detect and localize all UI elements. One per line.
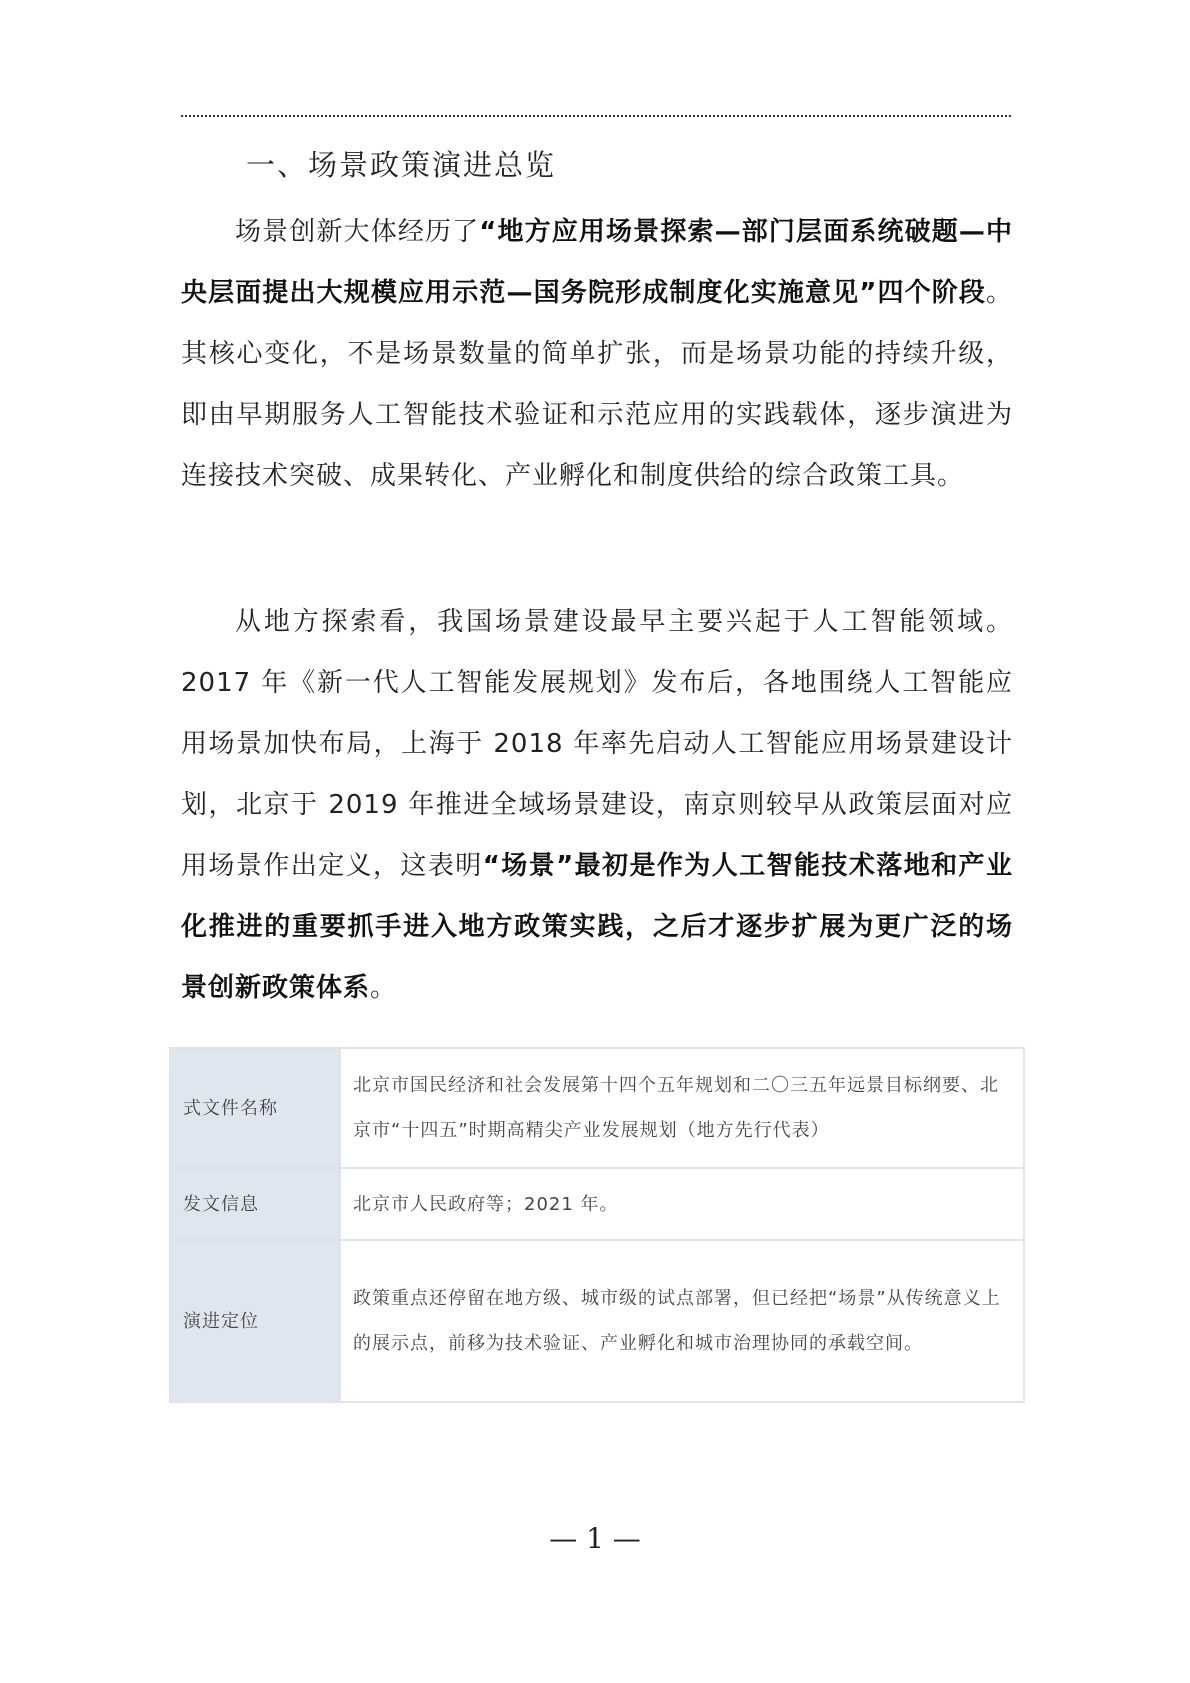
- table-row: [170, 1048, 1024, 1168]
- table-value-cell: 北京市国民经济和社会发展第十四个五年规划和二〇三五年远景目标纲要、北京市“十四五”时期高精尖产业发展规划（地方先行代表）: [340, 1048, 1024, 1168]
- paragraph-local-exploration: [181, 592, 1013, 1019]
- header-dotted-rule: [181, 115, 1011, 117]
- section-heading: 一、场景政策演进总览: [246, 148, 557, 182]
- table-label-cell: 演进定位: [170, 1240, 340, 1402]
- paragraph-stage-overview: [181, 202, 1013, 507]
- page-number: — 1 —: [549, 1522, 641, 1555]
- policy-info-table: [169, 1047, 1025, 1403]
- paragraph-text: 从地方探索看，我国场景建设最早主要兴起于人工智能领域。2017 年《新一代人工智能发展规划》发布后，各地围绕人工智能应用场景加快布局，上海于 2018 年率先启动人工智能应用场景建设计划，北京于 2019 年推进全域场景建设，南京则较早从政策层面对应用场景作出定义，这表明: [181, 607, 1013, 881]
- table-row: [170, 1168, 1024, 1240]
- table-value-cell: 政策重点还停留在地方级、城市级的试点部署，但已经把“场景”从传统意义上的展示点，前移为技术验证、产业孵化和城市治理协同的承载空间。: [340, 1240, 1024, 1402]
- paragraph-text: 。其核心变化，不是场景数量的简单扩张，而是场景功能的持续升级，即由早期服务人工智能技术验证和示范应用的实践载体，逐步演进为连接技术突破、成果转化、产业孵化和制度供给的综合政策工具。: [181, 278, 1013, 491]
- paragraph-bold-text: “地方应用场景探索—部门层面系统破题—中央层面提出大规模应用示范—国务院形成制度化实施意见”四个阶段: [181, 217, 1013, 308]
- table-label-cell: 发文信息: [170, 1168, 340, 1240]
- table-value-cell: 北京市人民政府等；2021 年。: [340, 1168, 1024, 1240]
- paragraph-text: 场景创新大体经历了: [235, 217, 480, 247]
- paragraph-bold-text: “场景”最初是作为人工智能技术落地和产业化推进的重要抓手进入地方政策实践，之后才逐步扩展为更广泛的场景创新政策体系: [181, 851, 1013, 1003]
- paragraph-text: 。: [370, 973, 398, 1003]
- table-row: [170, 1240, 1024, 1402]
- table-label-cell: 式文件名称: [170, 1048, 340, 1168]
